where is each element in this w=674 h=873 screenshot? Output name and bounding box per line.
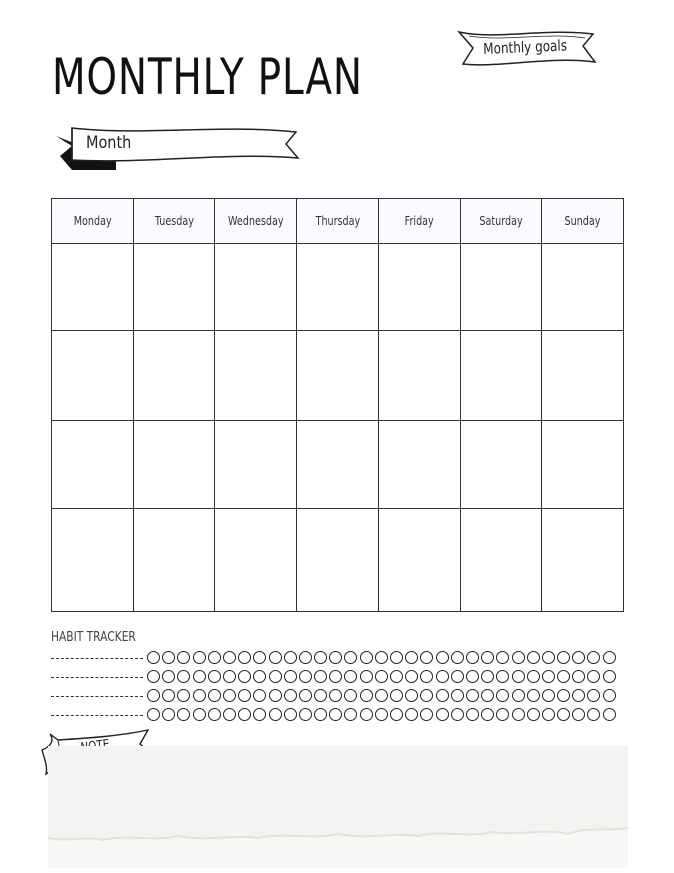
- calendar-week-row: [52, 509, 624, 612]
- day-cell: [52, 331, 134, 421]
- habit-day-circle: [299, 689, 312, 702]
- habit-day-circle: [253, 651, 266, 664]
- habit-day-circle: [542, 651, 555, 664]
- habit-day-circle: [390, 689, 403, 702]
- habit-day-circle: [420, 651, 433, 664]
- habit-name-line: [51, 677, 143, 678]
- habit-day-circle: [147, 708, 160, 721]
- habit-day-circle: [284, 689, 297, 702]
- day-cell: [297, 244, 379, 331]
- day-cell: [215, 244, 297, 331]
- habit-day-circle: [527, 689, 540, 702]
- habit-day-circle: [253, 670, 266, 683]
- habit-day-circle: [314, 670, 327, 683]
- habit-day-circle: [603, 651, 616, 664]
- habit-day-circle: [587, 651, 600, 664]
- habit-day-circle: [329, 670, 342, 683]
- habit-day-circle: [344, 651, 357, 664]
- habit-day-circle: [436, 689, 449, 702]
- day-cell: [378, 244, 460, 331]
- habit-day-circle: [557, 689, 570, 702]
- habit-day-circle: [405, 689, 418, 702]
- day-header-friday: Friday: [378, 199, 460, 244]
- habit-day-circle: [329, 689, 342, 702]
- habit-day-circle: [253, 689, 266, 702]
- habit-day-circle: [329, 651, 342, 664]
- habit-day-circle: [284, 670, 297, 683]
- habit-day-circle: [299, 708, 312, 721]
- habit-day-circle: [238, 689, 251, 702]
- day-cell: [52, 509, 134, 612]
- habit-day-circle: [314, 651, 327, 664]
- habit-day-circle: [466, 689, 479, 702]
- habit-day-circle: [572, 708, 585, 721]
- habit-day-circle: [481, 670, 494, 683]
- habit-day-circle: [208, 651, 221, 664]
- habit-day-circle: [603, 670, 616, 683]
- day-header-sunday: Sunday: [542, 199, 624, 244]
- habit-name-line: [51, 658, 143, 659]
- habit-day-circle: [162, 670, 175, 683]
- habit-day-circle: [253, 708, 266, 721]
- habit-day-circle: [284, 708, 297, 721]
- habit-day-circle: [162, 708, 175, 721]
- habit-day-circle: [512, 689, 525, 702]
- day-cell: [215, 509, 297, 612]
- day-header-thursday: Thursday: [297, 199, 379, 244]
- habit-day-circle: [375, 651, 388, 664]
- monthly-goals-label: Monthly goals: [483, 36, 568, 58]
- page-title: MONTHLY PLAN: [52, 48, 363, 106]
- day-cell: [460, 421, 542, 509]
- day-cell: [297, 331, 379, 421]
- habit-day-circle: [603, 708, 616, 721]
- day-header-tuesday: Tuesday: [133, 199, 215, 244]
- habit-day-circle: [208, 689, 221, 702]
- day-cell: [460, 331, 542, 421]
- habit-day-circle: [496, 670, 509, 683]
- habit-day-circle: [162, 689, 175, 702]
- habit-day-circle: [420, 708, 433, 721]
- habit-name-line: [51, 696, 143, 697]
- habit-day-circle: [557, 651, 570, 664]
- calendar-grid: [51, 198, 624, 612]
- habit-day-circle: [451, 670, 464, 683]
- habit-day-circle: [587, 708, 600, 721]
- habit-day-circle: [390, 651, 403, 664]
- habit-day-circle: [527, 651, 540, 664]
- habit-day-circle: [238, 670, 251, 683]
- habit-day-circle: [481, 689, 494, 702]
- calendar-week-row: [52, 244, 624, 331]
- habit-day-circle: [299, 651, 312, 664]
- habit-day-circle: [451, 708, 464, 721]
- habit-day-circle: [208, 670, 221, 683]
- habit-day-circle: [405, 651, 418, 664]
- day-cell: [133, 331, 215, 421]
- day-cell: [297, 421, 379, 509]
- day-cell: [542, 244, 624, 331]
- habit-day-circle: [390, 670, 403, 683]
- habit-day-circle: [527, 670, 540, 683]
- habit-day-circle: [572, 670, 585, 683]
- habit-day-circle: [405, 708, 418, 721]
- habit-day-circle: [481, 651, 494, 664]
- habit-day-circle: [147, 670, 160, 683]
- habit-day-circle: [238, 708, 251, 721]
- habit-day-circle: [147, 689, 160, 702]
- day-cell: [542, 421, 624, 509]
- day-cell: [52, 244, 134, 331]
- habit-day-circle: [451, 651, 464, 664]
- habit-day-circle: [269, 651, 282, 664]
- habit-day-circle: [314, 708, 327, 721]
- day-header-wednesday: Wednesday: [215, 199, 297, 244]
- habit-day-circle: [542, 708, 555, 721]
- habit-day-circle: [512, 708, 525, 721]
- habit-day-circle: [223, 651, 236, 664]
- habit-day-circle: [375, 689, 388, 702]
- habit-day-circle: [420, 689, 433, 702]
- habit-day-circle: [542, 689, 555, 702]
- day-cell: [378, 421, 460, 509]
- habit-day-circle: [238, 651, 251, 664]
- habit-day-circle: [329, 708, 342, 721]
- habit-day-circle: [451, 689, 464, 702]
- month-label: Month: [86, 133, 132, 153]
- habit-day-circle: [299, 670, 312, 683]
- calendar-week-row: [52, 421, 624, 509]
- habit-day-circle: [147, 651, 160, 664]
- habit-day-circle: [344, 670, 357, 683]
- habit-day-circle: [436, 708, 449, 721]
- day-cell: [133, 421, 215, 509]
- habit-day-circle: [603, 689, 616, 702]
- day-cell: [378, 509, 460, 612]
- day-cell: [215, 331, 297, 421]
- habit-day-circle: [360, 689, 373, 702]
- habit-day-circle: [405, 670, 418, 683]
- day-cell: [52, 421, 134, 509]
- habit-day-circle: [496, 708, 509, 721]
- habit-day-circle: [572, 651, 585, 664]
- day-header-saturday: Saturday: [460, 199, 542, 244]
- habit-day-circle: [269, 708, 282, 721]
- day-cell: [378, 331, 460, 421]
- habit-day-circle: [360, 708, 373, 721]
- habit-day-circle: [177, 651, 190, 664]
- habit-tracker-label: HABIT TRACKER: [51, 630, 136, 645]
- habit-day-circle: [177, 689, 190, 702]
- habit-day-circle: [466, 708, 479, 721]
- habit-day-circle: [572, 689, 585, 702]
- habit-day-circle: [436, 670, 449, 683]
- day-cell: [133, 509, 215, 612]
- habit-name-line: [51, 715, 143, 716]
- habit-day-circle: [587, 670, 600, 683]
- habit-day-circle: [193, 708, 206, 721]
- habit-day-circle: [436, 651, 449, 664]
- habit-day-circle: [162, 651, 175, 664]
- habit-day-circle: [496, 651, 509, 664]
- habit-day-circle: [208, 708, 221, 721]
- day-cell: [460, 509, 542, 612]
- habit-day-circle: [420, 670, 433, 683]
- habit-day-circle: [193, 670, 206, 683]
- habit-day-circle: [481, 708, 494, 721]
- calendar-header-row: [52, 199, 624, 244]
- habit-day-circle: [223, 689, 236, 702]
- habit-day-circle: [375, 708, 388, 721]
- day-cell: [460, 244, 542, 331]
- habit-day-circle: [512, 651, 525, 664]
- habit-day-circle: [177, 708, 190, 721]
- habit-day-circle: [542, 670, 555, 683]
- habit-day-circle: [527, 708, 540, 721]
- habit-day-circle: [466, 651, 479, 664]
- habit-day-circle: [269, 670, 282, 683]
- habit-day-circle: [344, 689, 357, 702]
- habit-day-circle: [557, 708, 570, 721]
- habit-day-circle: [344, 708, 357, 721]
- day-cell: [542, 331, 624, 421]
- habit-day-circle: [223, 708, 236, 721]
- habit-day-circle: [360, 651, 373, 664]
- habit-day-circle: [587, 689, 600, 702]
- day-cell: [215, 421, 297, 509]
- habit-day-circle: [466, 670, 479, 683]
- day-cell: [542, 509, 624, 612]
- day-cell: [133, 244, 215, 331]
- habit-day-circle: [496, 689, 509, 702]
- habit-day-circle: [284, 651, 297, 664]
- day-header-monday: Monday: [52, 199, 134, 244]
- habit-day-circle: [193, 689, 206, 702]
- habit-day-circle: [314, 689, 327, 702]
- habit-day-circle: [390, 708, 403, 721]
- habit-day-circle: [193, 651, 206, 664]
- note-area: [48, 746, 628, 868]
- day-cell: [297, 509, 379, 612]
- habit-day-circle: [269, 689, 282, 702]
- calendar-week-row: [52, 331, 624, 421]
- habit-day-circle: [177, 670, 190, 683]
- habit-day-circle: [375, 670, 388, 683]
- habit-day-circle: [557, 670, 570, 683]
- habit-day-circle: [360, 670, 373, 683]
- habit-day-circle: [223, 670, 236, 683]
- habit-day-circle: [512, 670, 525, 683]
